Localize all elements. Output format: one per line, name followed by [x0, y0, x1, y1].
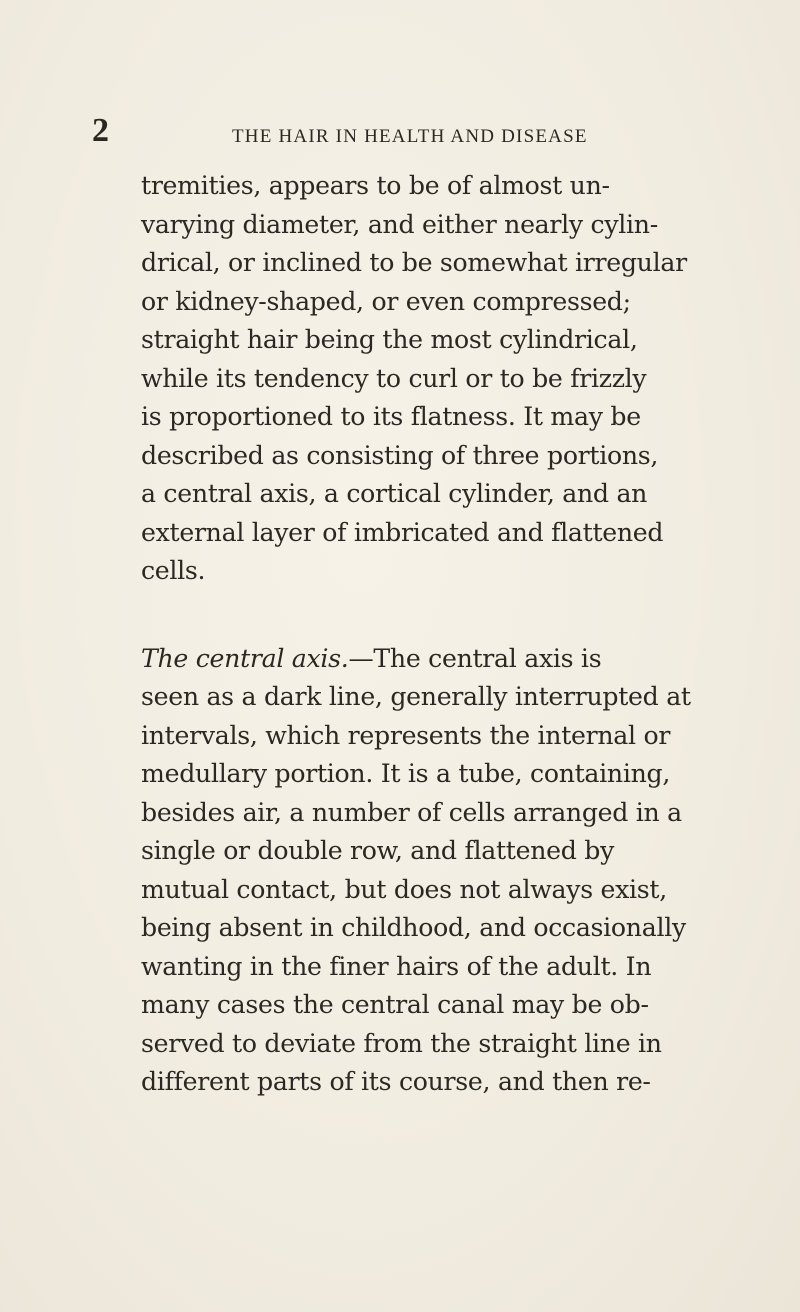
text-line: besides air, a number of cells arranged in a: [141, 797, 682, 827]
text-line: straight hair being the most cylindrical,: [141, 325, 638, 354]
text-line: many cases the central canal may be ob-: [141, 990, 649, 1019]
paragraph-2-first-line: [141, 640, 741, 679]
text-line: varying diameter, and either nearly cylin-: [141, 209, 658, 239]
paragraph-spacing: [141, 591, 741, 640]
text-line: seen as a dark line, generally interrupted at: [141, 682, 691, 711]
text-line: described as consisting of three portions,: [141, 440, 659, 470]
text-line: cells.: [141, 556, 206, 585]
text-line: different parts of its course, and then re-: [141, 1067, 651, 1096]
text-line: served to deviate from the straight line in: [141, 1028, 662, 1058]
running-title: THE HAIR IN HEALTH AND DISEASE: [232, 126, 588, 147]
text-line: is proportioned to its flatness. It may be: [141, 402, 641, 431]
text-line: or kidney-shaped, or even compressed;: [141, 286, 631, 316]
text-line: single or double row, and flattened by: [141, 836, 615, 865]
body-text: [141, 167, 741, 1102]
text-line: a central axis, a cortical cylinder, and an: [141, 479, 648, 508]
section-heading: The central axis.: [141, 643, 349, 673]
paragraph-1: [141, 167, 741, 591]
text-line: drical, or inclined to be somewhat irregular: [141, 248, 687, 277]
text-line: external layer of imbricated and flattened: [141, 517, 664, 547]
text-line: while its tendency to curl or to be frizzly: [141, 363, 647, 393]
page-number: 2: [92, 112, 109, 149]
text-line: medullary portion. It is a tube, containing,: [141, 759, 671, 788]
page-header: [92, 112, 732, 151]
text-line: mutual contact, but does not always exist,: [141, 874, 667, 904]
text-line: intervals, which represents the internal or: [141, 720, 671, 750]
text-run: —The central axis is: [348, 643, 602, 673]
text-line: being absent in childhood, and occasionally: [141, 913, 686, 942]
text-line: tremities, appears to be of almost un-: [141, 171, 610, 200]
text-line: wanting in the finer hairs of the adult. In: [141, 951, 652, 981]
paragraph-2: [141, 640, 741, 1102]
